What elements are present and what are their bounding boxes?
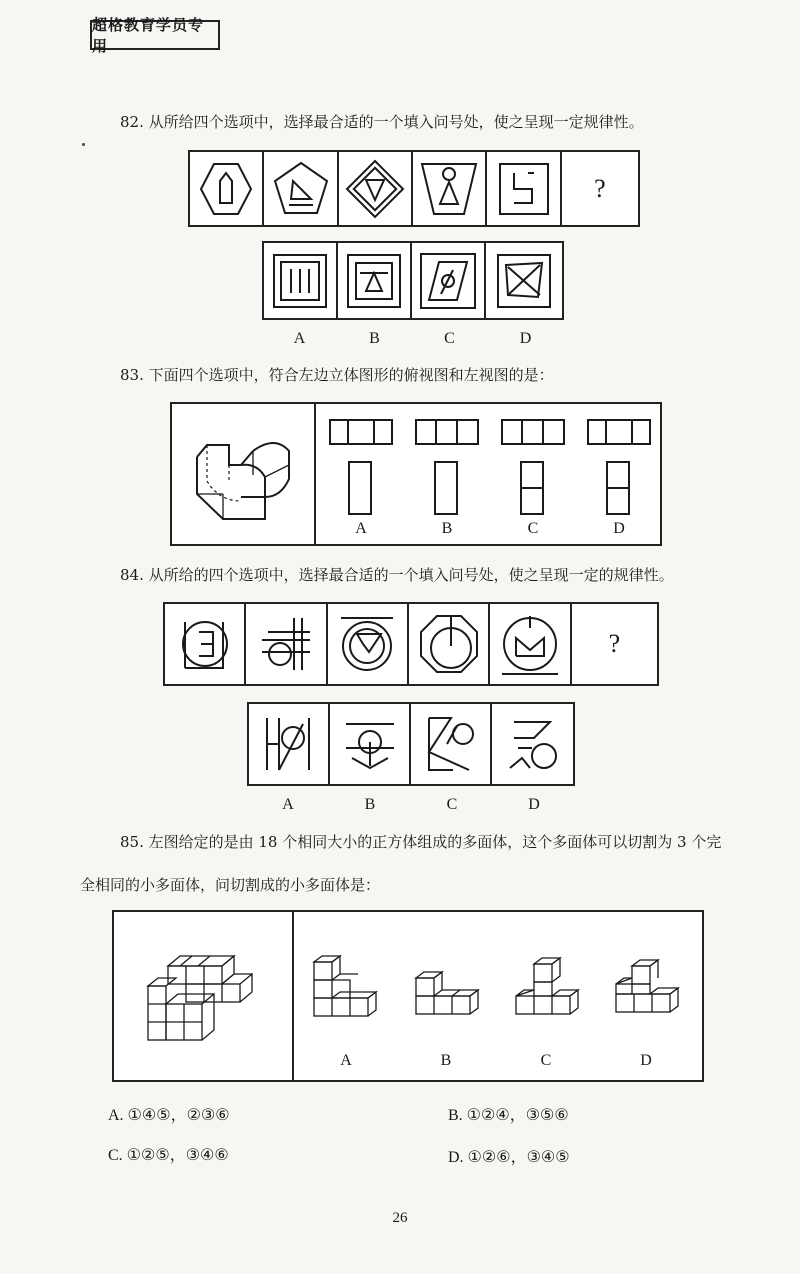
scan-speck	[82, 143, 85, 146]
q85-answer-d[interactable]: D. ①②⑥，③④⑤	[448, 1149, 570, 1166]
q85-option-a-label: A	[340, 1052, 352, 1069]
q83-option-c-views[interactable]	[500, 418, 566, 518]
q85-text-line2: 全相同的小多面体，问切割成的小多面体是：	[80, 876, 381, 894]
q82-figure-5	[487, 152, 561, 225]
q83-option-d-views[interactable]	[586, 418, 652, 518]
q85-text-line1: 85. 左图给定的是由 18 个相同大小的正方体组成的多面体，这个多面体可以切割为 3 个完	[120, 833, 722, 851]
q84-figure-5	[490, 604, 571, 684]
q82-sequence-strip	[188, 150, 640, 227]
q85-option-b-figure[interactable]	[406, 952, 486, 1032]
q82-figure-3	[339, 152, 413, 225]
page-number: 26	[392, 1210, 408, 1226]
q85-polyhedron-figure	[114, 912, 294, 1080]
q82-option-b-figure[interactable]	[338, 243, 412, 318]
q84-figure-4	[409, 604, 490, 684]
q83-options-area	[316, 404, 660, 544]
q82-option-d-label: D	[519, 330, 532, 347]
q85-answer-a[interactable]: A. ①④⑤，②③⑥	[108, 1107, 230, 1124]
q84-option-c-label: C	[446, 796, 458, 813]
q82-options-strip	[262, 241, 564, 320]
q85-option-c-figure[interactable]	[506, 952, 586, 1032]
q84-option-a-label: A	[282, 796, 294, 813]
q83-option-c-label: C	[527, 520, 539, 537]
q82-figure-2	[264, 152, 338, 225]
q84-text: 84. 从所给的四个选项中，选择最合适的一个填入问号处，使之呈现一定的规律性。	[120, 566, 674, 584]
q85-panel	[112, 910, 704, 1082]
q85-option-d-label: D	[640, 1052, 652, 1069]
q82-option-c-label: C	[444, 330, 455, 347]
q85-options-area	[294, 912, 702, 1080]
q83-option-a-views[interactable]	[328, 418, 394, 518]
q83-text: 83. 下面四个选项中，符合左边立体图形的俯视图和左视图的是：	[120, 366, 554, 384]
q85-option-c-label: C	[540, 1052, 552, 1069]
q84-options-strip	[247, 702, 575, 786]
q83-solid-figure	[172, 404, 316, 544]
q84-option-d-label: D	[528, 796, 540, 813]
q84-sequence-strip	[163, 602, 659, 686]
q82-option-b-label: B	[369, 330, 380, 347]
q84-option-d-figure[interactable]	[492, 704, 573, 784]
q84-option-b-figure[interactable]	[330, 704, 411, 784]
q82-question-cell	[562, 152, 638, 225]
q83-panel	[170, 402, 662, 546]
q85-option-b-label: B	[440, 1052, 452, 1069]
q85-answer-b[interactable]: B. ①②④，③⑤⑥	[448, 1107, 569, 1124]
q82-figure-1	[190, 152, 264, 225]
q84-question-mark: ?	[608, 629, 621, 658]
q82-question-mark: ?	[594, 173, 606, 203]
q84-option-c-figure[interactable]	[411, 704, 492, 784]
q85-option-a-figure[interactable]	[306, 952, 386, 1032]
q84-question-cell	[572, 604, 657, 684]
header-label: 超格教育学员专用	[90, 20, 220, 50]
q82-figure-4	[413, 152, 487, 225]
q82-option-a-label: A	[293, 330, 306, 347]
q83-option-b-views[interactable]	[414, 418, 480, 518]
q85-option-d-figure[interactable]	[606, 952, 686, 1032]
q82-option-d-figure[interactable]	[486, 243, 562, 318]
q82-option-a-figure[interactable]	[264, 243, 338, 318]
q84-option-a-figure[interactable]	[249, 704, 330, 784]
q83-option-a-label: A	[355, 520, 367, 537]
q83-option-d-label: D	[613, 520, 625, 537]
q83-option-b-label: B	[441, 520, 453, 537]
q82-option-c-figure[interactable]	[412, 243, 486, 318]
q84-figure-1	[165, 604, 246, 684]
q84-option-b-label: B	[364, 796, 376, 813]
q84-figure-3	[328, 604, 409, 684]
q85-answer-c[interactable]: C. ①②⑤，③④⑥	[108, 1147, 229, 1164]
q84-figure-2	[246, 604, 327, 684]
q82-text: 82. 从所给四个选项中，选择最合适的一个填入问号处，使之呈现一定规律性。	[120, 113, 644, 131]
